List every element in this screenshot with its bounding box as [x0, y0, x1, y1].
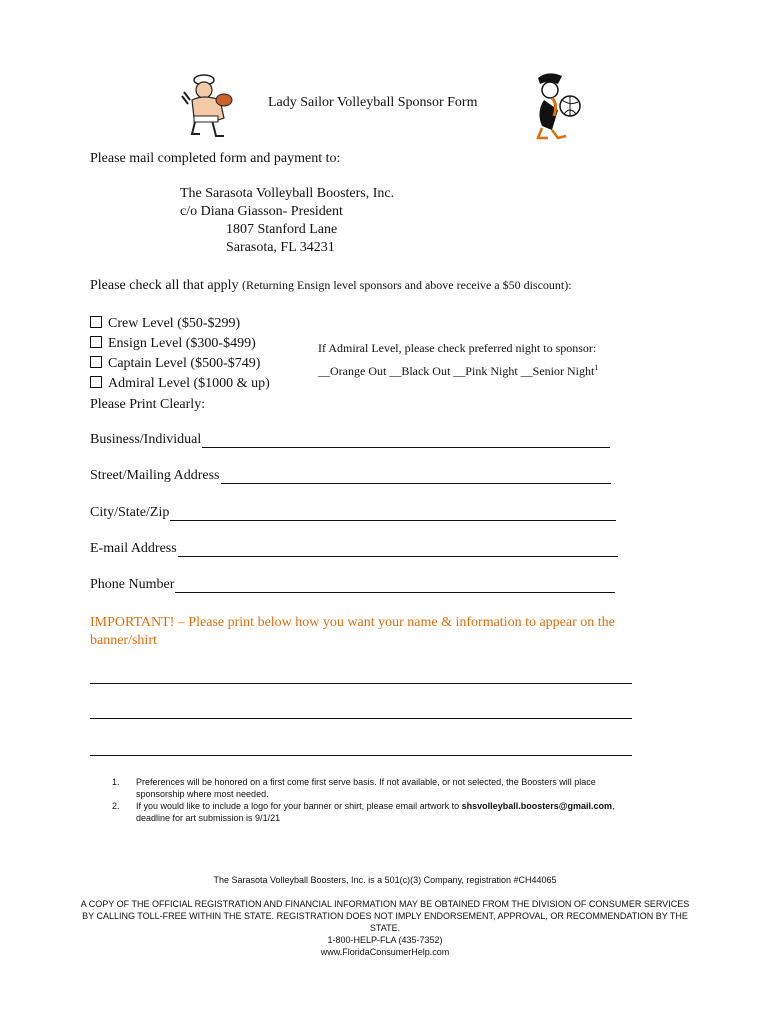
banner-text-line-1[interactable] [90, 683, 632, 684]
level-admiral[interactable] [90, 374, 270, 394]
street-input-line[interactable] [221, 469, 611, 484]
business-label: Business/Individual [90, 432, 202, 447]
form-title: Lady Sailor Volleyball Sponsor Form [268, 95, 478, 110]
footnotes [112, 776, 642, 824]
footnote-text: Preferences will be honored on a first come first serve basis. If not available, or not selected, the Boosters will place sponsorship where most needed. [136, 777, 596, 799]
footnote-2 [112, 800, 642, 824]
checkbox-ensign[interactable] [90, 336, 102, 348]
business-field[interactable] [90, 432, 610, 448]
level-label: Captain Level ($500-$749) [108, 356, 261, 371]
print-clearly-label: Please Print Clearly: [90, 397, 206, 412]
admiral-note: If Admiral Level, please check preferred night to sponsor: [318, 341, 597, 355]
check-prompt: Please check all that apply [90, 278, 239, 293]
street-label: Street/Mailing Address [90, 468, 220, 483]
level-crew[interactable] [90, 314, 270, 334]
phone-input-line[interactable] [175, 578, 615, 593]
check-instructions [90, 277, 572, 294]
mailing-address [180, 185, 394, 257]
state-disclaimer [80, 898, 690, 958]
sponsor-levels [90, 314, 270, 394]
checkbox-captain[interactable] [90, 356, 102, 368]
checkbox-crew[interactable] [90, 316, 102, 328]
email-field[interactable] [90, 541, 618, 557]
footnote-number: 1. [112, 777, 120, 787]
level-label: Crew Level ($50-$299) [108, 316, 241, 331]
email-input-line[interactable] [178, 542, 618, 557]
email-label: E-mail Address [90, 541, 177, 556]
footnote-text: If you would like to include a logo for your banner or shirt, please email artwork to shsvolleyball.boosters@gmail.com, deadline for art submission is 9/1/21 [136, 801, 615, 823]
level-captain[interactable] [90, 354, 270, 374]
footnote-number: 2. [112, 801, 120, 811]
checkbox-admiral[interactable] [90, 376, 102, 388]
admiral-nights[interactable]: __Orange Out __Black Out __Pink Night __Senior Night$^1$ [318, 363, 599, 378]
sailor-volleyball-mascot-icon [528, 70, 590, 140]
address-city: Sarasota, FL 34231 [226, 240, 335, 255]
admiral-night-preference [318, 338, 598, 381]
help-website[interactable]: www.FloridaConsumerHelp.com [320, 947, 450, 957]
business-input-line[interactable] [202, 433, 610, 448]
banner-text-line-2[interactable] [90, 718, 632, 719]
city-label: City/State/Zip [90, 505, 170, 520]
level-label: Admiral Level ($1000 & up) [108, 376, 270, 391]
registration-statement: The Sarasota Volleyball Boosters, Inc. is a 501(c)(3) Company, registration #CH44065 [213, 875, 557, 885]
phone-label: Phone Number [90, 577, 175, 592]
phone-field[interactable] [90, 577, 615, 593]
city-input-line[interactable] [170, 506, 616, 521]
sailor-mascot-icon [180, 70, 242, 140]
banner-text-line-3[interactable] [90, 755, 632, 756]
address-street: 1807 Stanford Lane [226, 222, 338, 237]
important-notice: IMPORTANT! – Please print below how you want your name & information to appear on the banner/shirt [90, 615, 615, 648]
city-field[interactable] [90, 505, 616, 521]
disclaimer-text: A COPY OF THE OFFICIAL REGISTRATION AND FINANCIAL INFORMATION MAY BE OBTAINED FROM THE DIVISION OF CONSUMER SERVICES BY CALLING TOLL-FREE WITHIN THE STATE. REGISTRATION DOES NOT IMPLY ENDORSEMENT, APPROVAL, OR RECOMMENDATION BY THE STATE. [80, 899, 690, 933]
footnote-1 [112, 776, 642, 800]
mail-prompt: Please mail completed form and payment to: [90, 151, 341, 166]
booster-email-link[interactable]: shsvolleyball.boosters@gmail.com [461, 801, 612, 811]
address-attn: c/o Diana Giasson- President [180, 204, 343, 219]
footnote-mark: 1 [594, 363, 599, 372]
level-ensign[interactable] [90, 334, 270, 354]
address-org: The Sarasota Volleyball Boosters, Inc. [180, 186, 395, 201]
street-field[interactable] [90, 468, 611, 484]
check-discount-note: (Returning Ensign level sponsors and above receive a $50 discount): [242, 278, 572, 292]
help-phone: 1-800-HELP-FLA (435-7352) [327, 935, 443, 945]
level-label: Ensign Level ($300-$499) [108, 336, 256, 351]
